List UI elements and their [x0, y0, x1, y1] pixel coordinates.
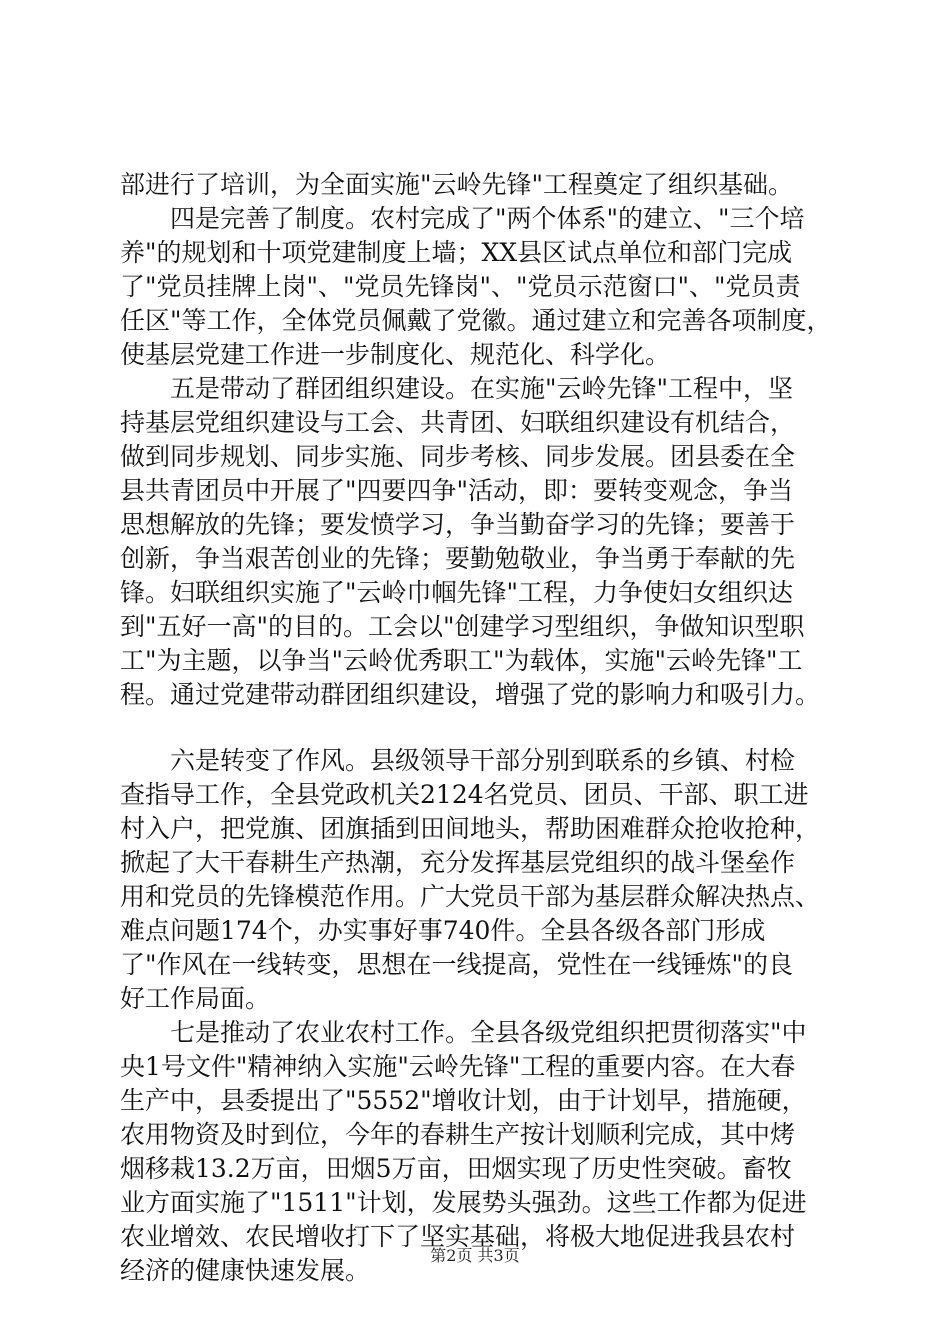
text-line: 生产中，县委提出了"5552"增收计划，由于计划早，措施硬，	[120, 1086, 807, 1115]
text-line: 六是转变了作风。县级领导干部分别到联系的乡镇、村检	[120, 746, 796, 775]
text-line: 使基层党建工作进一步制度化、规范化、科学化。	[120, 340, 671, 369]
text-line: 经济的健康快速发展。	[120, 1256, 371, 1285]
text-line: 创新，争当艰苦创业的先锋；要勤勉敬业，争当勇于奉献的先	[120, 544, 796, 573]
text-line: 锋。妇联组织实施了"云岭巾帼先锋"工程，力争使妇女组织达	[120, 578, 794, 607]
text-line: 养"的规划和十项党建制度上墙；XX县区试点单位和部门完成	[120, 238, 793, 267]
text-line: 烟移栽13.2万亩，田烟5万亩，田烟实现了历史性突破。畜牧	[120, 1154, 792, 1183]
text-line: 农用物资及时到位，今年的春耕生产按计划顺利完成，其中烤	[120, 1120, 796, 1149]
text-line: 任区"等工作，全体党员佩戴了党徽。通过建立和完善各项制度，	[120, 306, 832, 335]
text-line: 好工作局面。	[120, 984, 271, 1013]
text-line: 业方面实施了"1511"计划，发展势头强劲。这些工作都为促进	[120, 1188, 807, 1217]
text-line: 查指导工作，全县党政机关2124名党员、团员、干部、职工进	[120, 780, 809, 809]
text-line: 程。通过党建带动群团组织建设，增强了党的影响力和吸引力。	[120, 680, 821, 709]
text-line: 七是推动了农业农村工作。全县各级党组织把贯彻落实"中	[120, 1018, 807, 1047]
text-line: 工"为主题，以争当"云岭优秀职工"为载体，实施"云岭先锋"工	[120, 646, 803, 675]
text-line: 掀起了大干春耕生产热潮，充分发挥基层党组织的战斗堡垒作	[120, 848, 796, 877]
text-line: 村入户，把党旗、团旗插到田间地头，帮助困难群众抢收抢种，	[120, 814, 821, 843]
text-line: 难点问题174个，办实事好事740件。全县各级各部门形成	[120, 916, 766, 945]
text-line: 部进行了培训，为全面实施"云岭先锋"工程奠定了组织基础。	[120, 170, 794, 199]
text-line: 农业增效、农民增收打下了坚实基础，将极大地促进我县农村	[120, 1222, 796, 1251]
text-line: 五是带动了群团组织建设。在实施"云岭先锋"工程中，坚	[120, 374, 794, 403]
page-footer: 第2页 共3页	[430, 1246, 520, 1265]
text-line: 持基层党组织建设与工会、共青团、妇联组织建设有机结合，	[120, 408, 796, 437]
paragraph-gap	[120, 712, 838, 744]
text-line: 到"五好一高"的目的。工会以"创建学习型组织，争做知识型职	[120, 612, 805, 641]
text-line: 了"作风在一线转变，思想在一线提高，党性在一线锤炼"的良	[120, 950, 794, 979]
text-line: 县共青团员中开展了"四要四争"活动，即：要转变观念，争当	[120, 476, 794, 505]
text-line: 了"党员挂牌上岗"、"党员先锋岗"、"党员示范窗口"、"党员责	[120, 272, 801, 301]
text-line: 央1号文件"精神纳入实施"云岭先锋"工程的重要内容。在大春	[120, 1052, 796, 1081]
text-line: 思想解放的先锋；要发愤学习，争当勤奋学习的先锋；要善于	[120, 510, 796, 539]
text-line: 四是完善了制度。农村完成了"两个体系"的建立、"三个培	[120, 204, 805, 233]
document-body	[120, 168, 838, 1288]
text-line: 做到同步规划、同步实施、同步考核、同步发展。团县委在全	[120, 442, 796, 471]
text-line: 用和党员的先锋模范作用。广大党员干部为基层群众解决热点、	[120, 882, 821, 911]
